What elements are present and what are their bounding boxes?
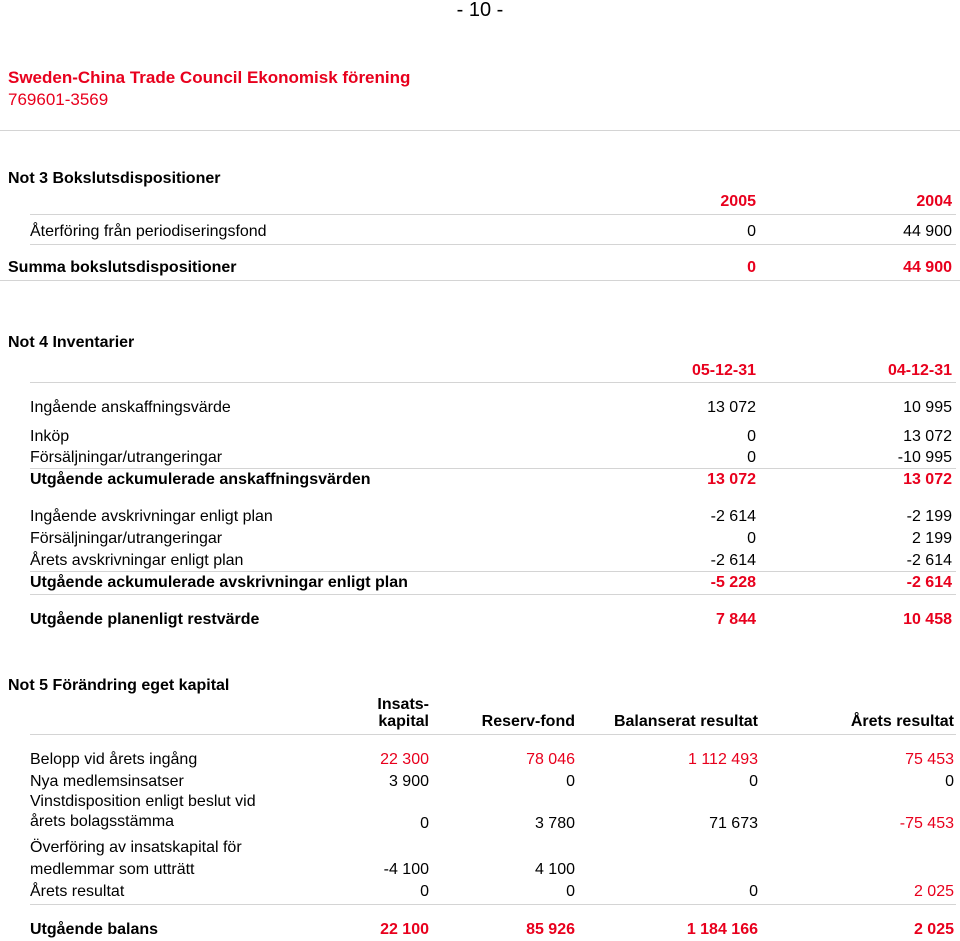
page-number: - 10 - [456,0,504,21]
note5-row-label-line2: årets bolagsstämma [30,813,175,830]
note3-col-2005: 2005 [720,193,756,210]
note4-row-label: Försäljningar/utrangeringar [30,530,223,547]
note5-cell-arets: 2 025 [913,921,954,938]
note5-cell-arets: 2 025 [913,883,954,900]
note5-row-label: Nya medlemsinsatser [30,773,184,790]
note4-row-b: -2 199 [906,508,952,525]
note3-row-label: Återföring från periodiseringsfond [30,223,267,240]
note4-row-a: -5 228 [710,574,756,591]
note3-row-2005: 0 [747,223,756,240]
note5-title: Not 5 Förändring eget kapital [8,677,230,694]
note5-cell-insats: 22 300 [380,751,429,768]
note4-title: Not 4 Inventarier [8,334,135,351]
note5-col-insats-line1: Insats- [377,696,429,713]
note4-row-b: 13 072 [903,428,952,445]
note5-cell-balanserat: 0 [749,883,758,900]
note4-rule-2 [30,468,956,469]
note4-col-b: 04-12-31 [887,362,952,379]
note4-row-label: Utgående planenligt restvärde [30,611,260,628]
note5-cell-balanserat: 0 [749,773,758,790]
note4-row-label: Ingående avskrivningar enligt plan [30,508,273,525]
note4-row-b: -10 995 [897,449,952,466]
note4-col-a: 05-12-31 [691,362,756,379]
note4-rule-4 [30,594,956,595]
note4-row-b: 13 072 [903,471,952,488]
note4-row-b: 2 199 [911,530,952,547]
note5-row-label-line1: Överföring av insatskapital för [30,839,242,856]
note4-row-a: 13 072 [707,471,756,488]
note4-row-a: 13 072 [707,399,756,416]
note4-row-a: -2 614 [710,552,756,569]
note4-rule-3 [30,571,956,572]
note5-cell-insats: 22 100 [380,921,429,938]
note4-row-a: 0 [747,428,756,445]
note5-col-arets: Årets resultat [850,713,954,730]
note5-row-label-line1: Vinstdisposition enligt beslut vid [30,793,256,810]
note5-cell-reserv: 3 780 [534,815,575,832]
header-divider [0,130,960,131]
note5-row-label: Utgående balans [30,921,159,938]
note3-sum-2005: 0 [747,259,756,276]
note5-col-balanserat: Balanserat resultat [613,713,758,730]
note3-col-2004: 2004 [916,193,952,210]
note5-cell-reserv: 0 [566,773,575,790]
note5-cell-insats: -4 100 [383,861,429,878]
note5-cell-reserv: 78 046 [526,751,575,768]
note4-row-a: -2 614 [710,508,756,525]
note3-rule-3 [0,280,960,281]
note4-row-b: 10 995 [903,399,952,416]
note5-cell-insats: 0 [420,883,429,900]
note4-row-label: Årets avskrivningar enligt plan [30,552,244,569]
org-number: 769601-3569 [8,90,109,109]
note3-sum-label: Summa bokslutsdispositioner [8,259,237,276]
note5-cell-balanserat: 1 112 493 [688,751,758,768]
note5-cell-arets: -75 453 [899,815,954,832]
note4-rule-1 [30,382,956,383]
note5-row-label: Årets resultat [30,883,125,900]
note5-cell-arets: 0 [945,773,954,790]
note4-row-label: Ingående anskaffningsvärde [30,399,231,416]
note5-col-insats-line2: kapital [378,713,429,730]
note3-row-2004: 44 900 [903,223,952,240]
note5-cell-insats: 0 [420,815,429,832]
org-name: Sweden-China Trade Council Ekonomisk förening [8,68,411,87]
note5-cell-reserv: 85 926 [526,921,575,938]
note4-row-label: Utgående ackumulerade avskrivningar enligt plan [30,574,408,591]
note3-rule-1 [30,214,956,215]
note3-rule-2 [30,244,956,245]
note4-row-a: 7 844 [715,611,756,628]
note5-cell-arets: 75 453 [905,751,954,768]
note4-row-b: 10 458 [903,611,952,628]
note5-rule-1 [30,734,956,735]
note4-row-label: Försäljningar/utrangeringar [30,449,223,466]
note4-row-a: 0 [747,449,756,466]
note5-cell-balanserat: 71 673 [709,815,758,832]
note4-row-label: Inköp [30,428,70,445]
note5-cell-reserv: 4 100 [534,861,575,878]
note5-col-reserv: Reserv-fond [481,713,575,730]
note5-cell-insats: 3 900 [388,773,429,790]
note4-row-b: -2 614 [906,574,952,591]
note5-row-label: Belopp vid årets ingång [30,751,198,768]
note5-cell-balanserat: 1 184 166 [686,921,758,938]
note5-row-label-line2: medlemmar som utträtt [30,861,195,878]
note5-rule-2 [30,904,956,905]
note3-title: Not 3 Bokslutsdispositioner [8,170,221,187]
note4-row-label: Utgående ackumulerade anskaffningsvärden [30,471,371,488]
note5-cell-reserv: 0 [566,883,575,900]
note4-row-b: -2 614 [906,552,952,569]
note4-row-a: 0 [747,530,756,547]
note3-sum-2004: 44 900 [903,259,952,276]
